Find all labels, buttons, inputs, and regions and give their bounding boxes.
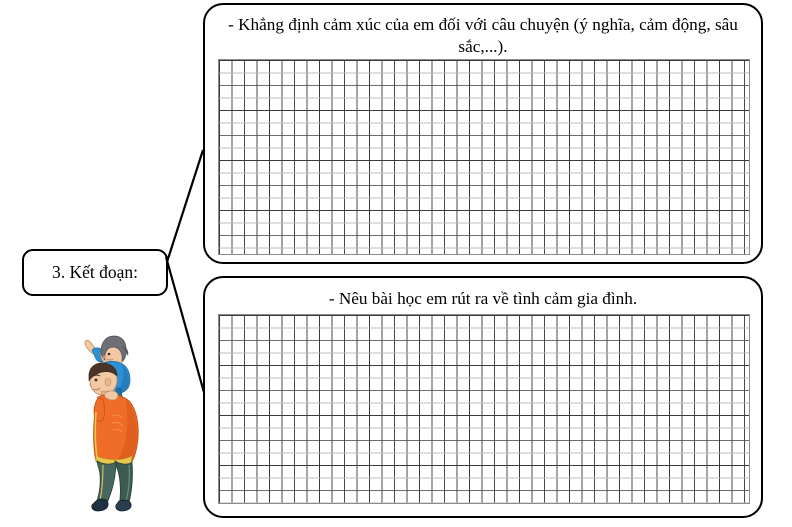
connector-line-to-top-box: [167, 150, 203, 262]
child-cheek: [103, 355, 108, 358]
father-pants-back-leg: [115, 461, 132, 506]
father-shoe-back: [116, 500, 131, 511]
father-carrying-child-illustration: [60, 328, 162, 514]
section-label-text: 3. Kết đoạn:: [51, 261, 139, 282]
writing-grid-top: [218, 59, 750, 255]
father-shoe-front: [92, 499, 108, 511]
prompt-text-top: - Khẳng định cảm xúc của em đối với câu chuyện (ý nghĩa, cảm động, sâu sắc,...).: [228, 15, 738, 57]
writing-grid-bottom: [218, 314, 750, 504]
father-ear: [105, 378, 111, 386]
connector-line-to-bottom-box: [166, 257, 205, 396]
father-eye: [95, 379, 98, 382]
section-label-box: [22, 249, 168, 296]
content-box-top: [203, 3, 763, 264]
content-box-bottom: [203, 276, 763, 518]
child-eye: [108, 353, 111, 356]
prompt-text-bottom: - Nêu bài học em rút ra về tình cảm gia đình.: [328, 289, 638, 308]
